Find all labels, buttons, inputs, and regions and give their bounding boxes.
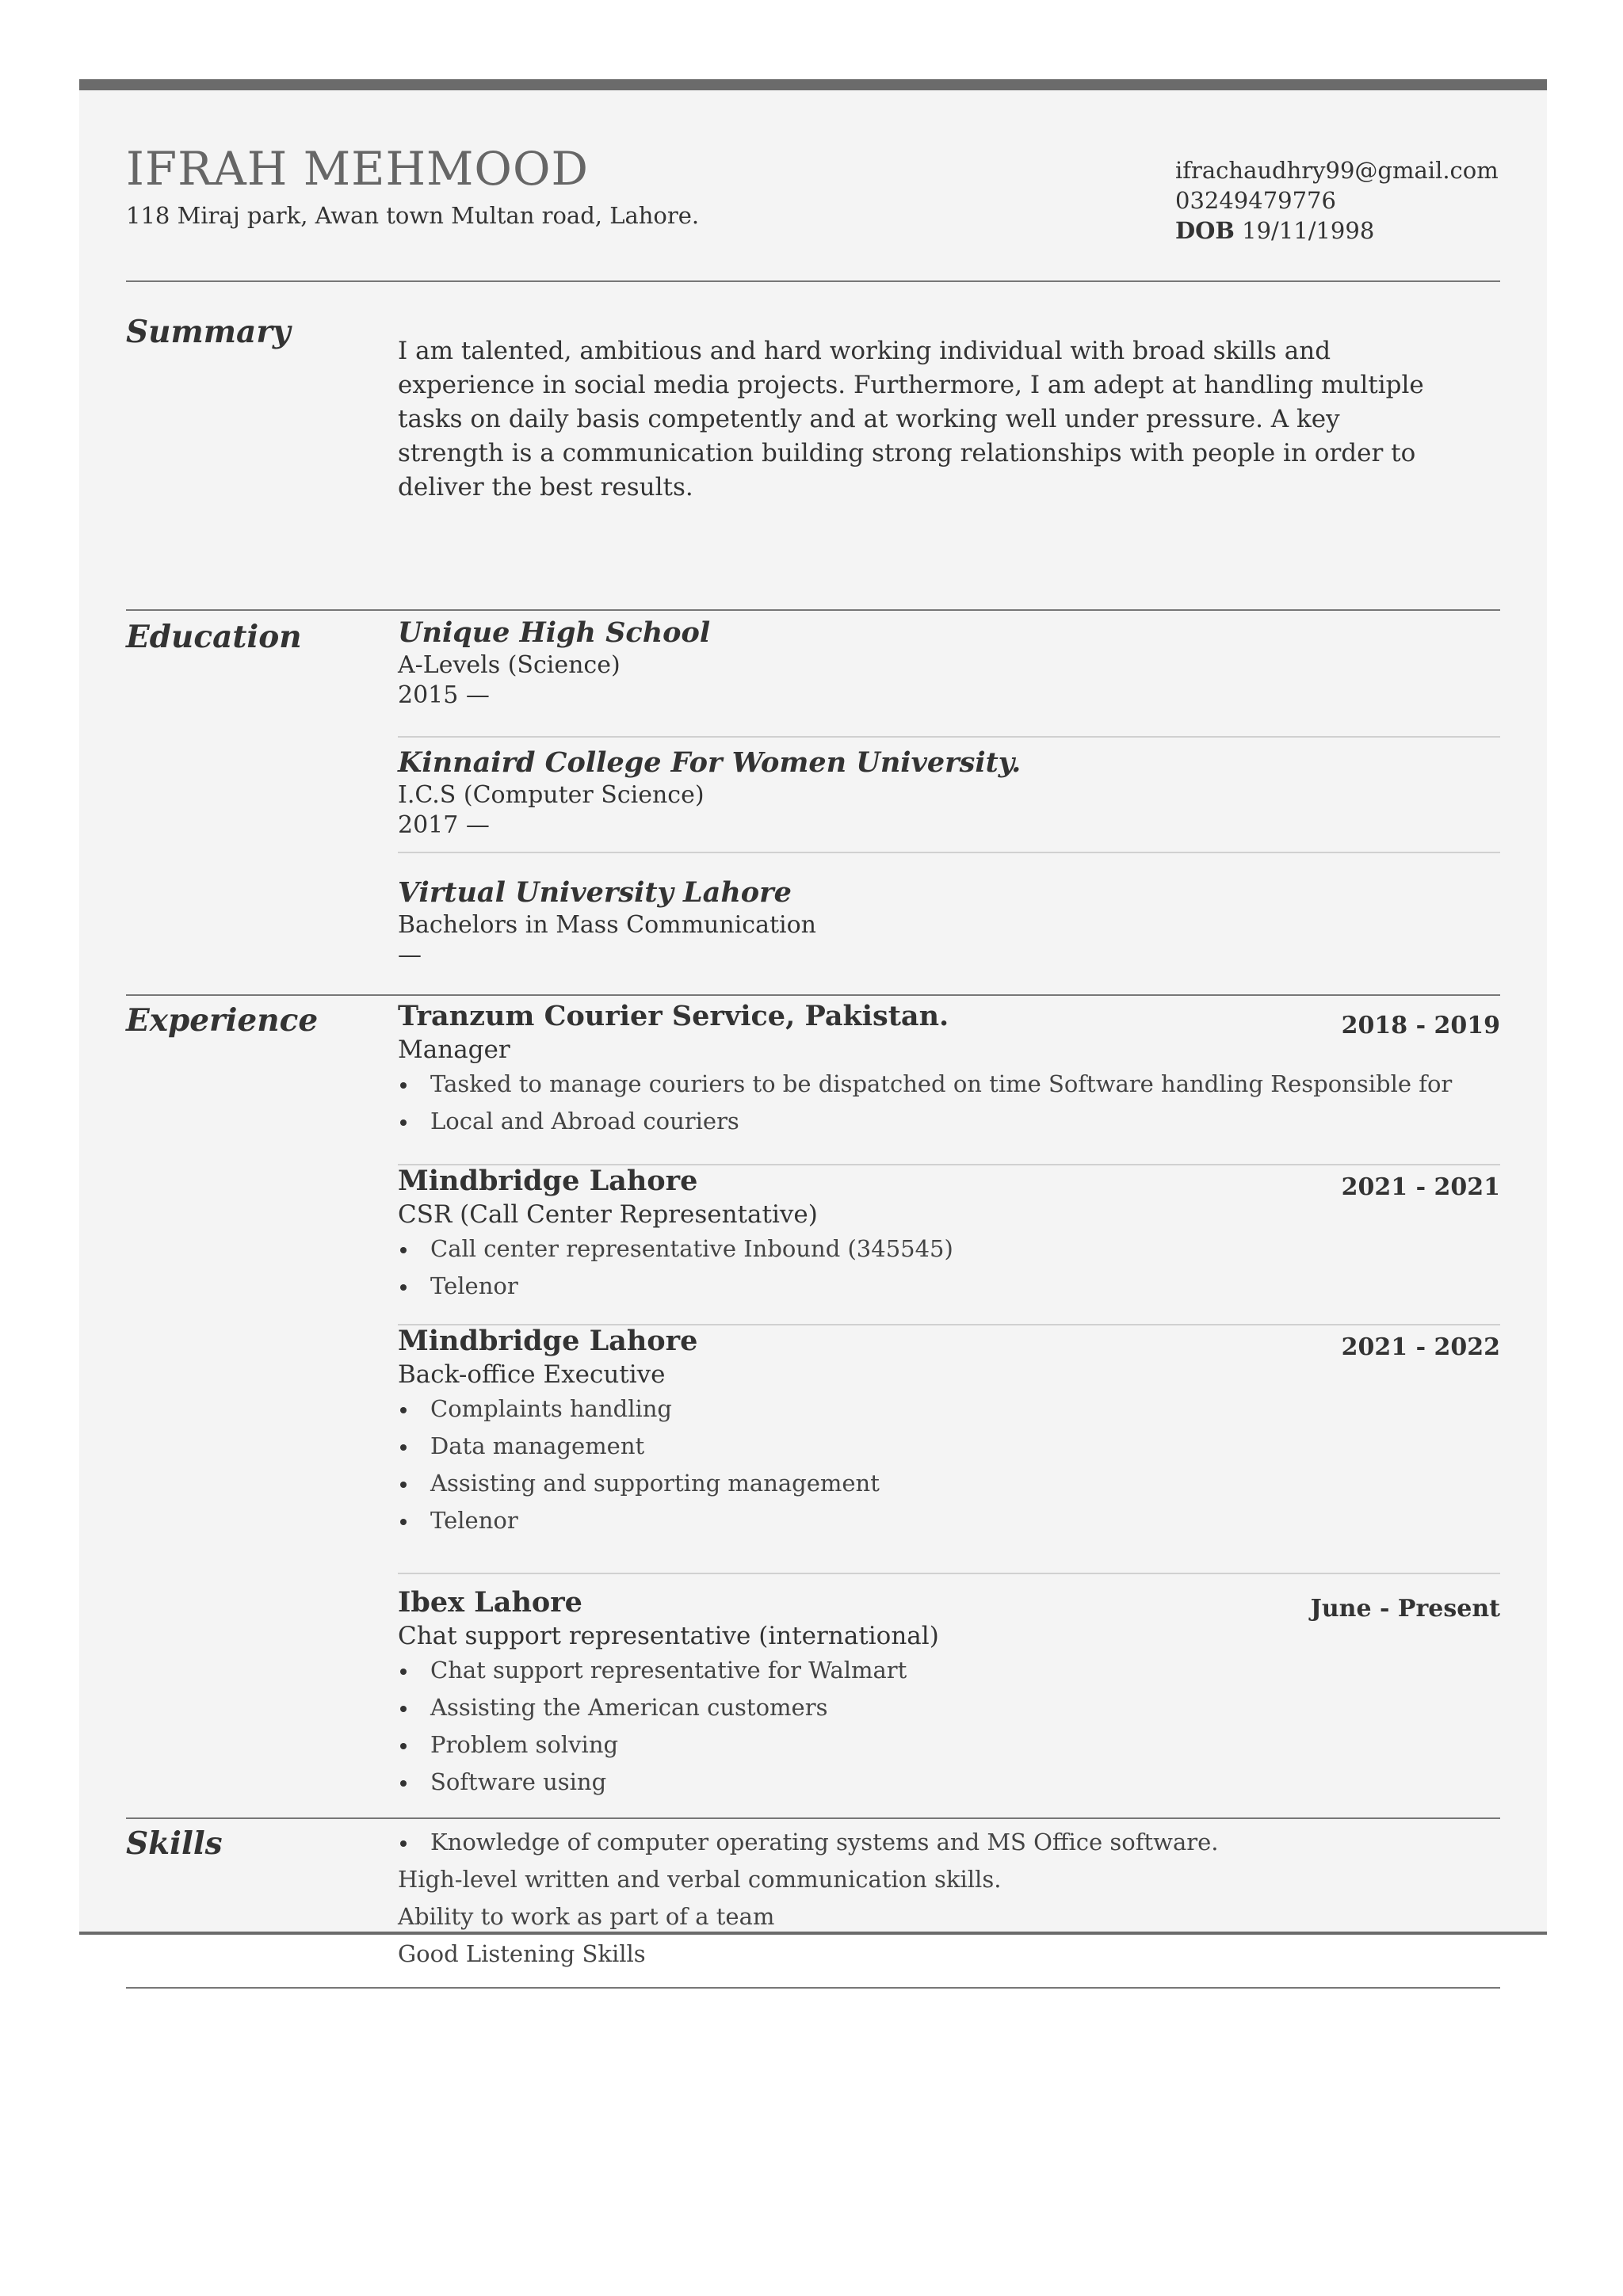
summary-text: I am talented, ambitious and hard working individual with broad skills and experience in social media projects. Furthermore, I am adept at handling multiple tasks on daily basis competently and at working well under pressure. A key strength is a communication building strong relationships with people in order to deliver the best results. <box>398 337 1424 502</box>
education-body <box>398 611 1500 994</box>
section-title-skills: Skills <box>126 1825 223 1862</box>
list-item: Complaints handling <box>398 1390 1500 1428</box>
list-item: Chat support representative for Walmart <box>398 1652 1500 1689</box>
list-item: Tasked to manage couriers to be dispatched on time Software handling Responsible for <box>398 1066 1500 1103</box>
education-dates: 2015 — <box>398 681 490 709</box>
skill-line: Good Listening Skills <box>398 1940 646 1967</box>
list-item: Knowledge of computer operating systems and MS Office software. <box>398 1824 1500 1861</box>
education-item <box>398 746 1500 853</box>
dob-label: DOB <box>1175 217 1235 244</box>
section-title-experience: Experience <box>126 1002 319 1039</box>
job-bullets <box>398 1652 1500 1801</box>
list-item: Telenor <box>398 1502 1500 1539</box>
education-dates: — <box>398 941 422 969</box>
education-degree: A-Levels (Science) <box>398 651 621 679</box>
job-role: Manager <box>398 1035 510 1064</box>
list-item: Call center representative Inbound (345545) <box>398 1230 1500 1268</box>
job-dates: June - Present <box>1310 1595 1500 1623</box>
list-item: Local and Abroad couriers <box>398 1103 1500 1140</box>
skills-section <box>126 1819 1500 1989</box>
job-bullets <box>398 1066 1500 1140</box>
job-role: Back-office Executive <box>398 1360 666 1389</box>
job-role: CSR (Call Center Representative) <box>398 1200 818 1229</box>
job-entry <box>398 999 1500 1165</box>
contact-block <box>1175 155 1500 246</box>
job-entry <box>398 1164 1500 1325</box>
summary-body <box>398 334 1500 505</box>
education-degree: Bachelors in Mass Communication <box>398 911 816 939</box>
section-title-education: Education <box>126 619 302 655</box>
job-company: Mindbridge Lahore <box>398 1165 698 1197</box>
job-dates: 2018 - 2019 <box>1341 1012 1500 1039</box>
skills-body <box>398 1824 1500 1973</box>
candidate-name: IFRAH MEHMOOD <box>126 142 590 196</box>
resume-page <box>79 79 1547 1967</box>
job-entry <box>398 1585 1500 1815</box>
list-item: Assisting and supporting management <box>398 1465 1500 1502</box>
education-school: Virtual University Lahore <box>398 876 792 909</box>
list-item: Telenor <box>398 1268 1500 1305</box>
job-bullets <box>398 1390 1500 1539</box>
education-degree: I.C.S (Computer Science) <box>398 781 705 809</box>
resume-content <box>126 90 1500 1967</box>
section-title-summary: Summary <box>126 314 291 350</box>
skill-line: Ability to work as part of a team <box>398 1903 775 1930</box>
email-address[interactable]: ifrachaudhry99@gmail.com <box>1175 157 1499 184</box>
job-dates: 2021 - 2021 <box>1341 1173 1500 1201</box>
education-item <box>398 616 1500 738</box>
list-item: Software using <box>398 1764 1500 1801</box>
education-school: Kinnaird College For Women University. <box>398 746 1022 779</box>
candidate-address: 118 Miraj park, Awan town Multan road, Lahore. <box>126 202 700 229</box>
summary-section <box>126 280 1500 611</box>
date-of-birth <box>1175 215 1500 246</box>
job-bullets <box>398 1230 1500 1305</box>
job-company: Ibex Lahore <box>398 1586 582 1619</box>
job-company: Mindbridge Lahore <box>398 1325 698 1357</box>
list-item: Data management <box>398 1428 1500 1465</box>
education-item <box>398 875 1500 978</box>
list-item: Problem solving <box>398 1726 1500 1764</box>
education-school: Unique High School <box>398 616 711 649</box>
job-company: Tranzum Courier Service, Pakistan. <box>398 1000 949 1032</box>
education-dates: 2017 — <box>398 811 490 839</box>
phone-number: 03249479776 <box>1175 187 1336 214</box>
experience-body <box>398 996 1500 1817</box>
education-section <box>126 611 1500 996</box>
experience-section <box>126 996 1500 1819</box>
list-item: Assisting the American customers <box>398 1689 1500 1726</box>
dob-value: 19/11/1998 <box>1242 217 1375 244</box>
job-role: Chat support representative (international) <box>398 1622 939 1650</box>
job-entry <box>398 1324 1500 1574</box>
skills-bullets <box>398 1824 1500 1861</box>
skill-line: High-level written and verbal communication skills. <box>398 1866 1002 1893</box>
resume-header <box>126 141 1500 282</box>
job-dates: 2021 - 2022 <box>1341 1333 1500 1361</box>
